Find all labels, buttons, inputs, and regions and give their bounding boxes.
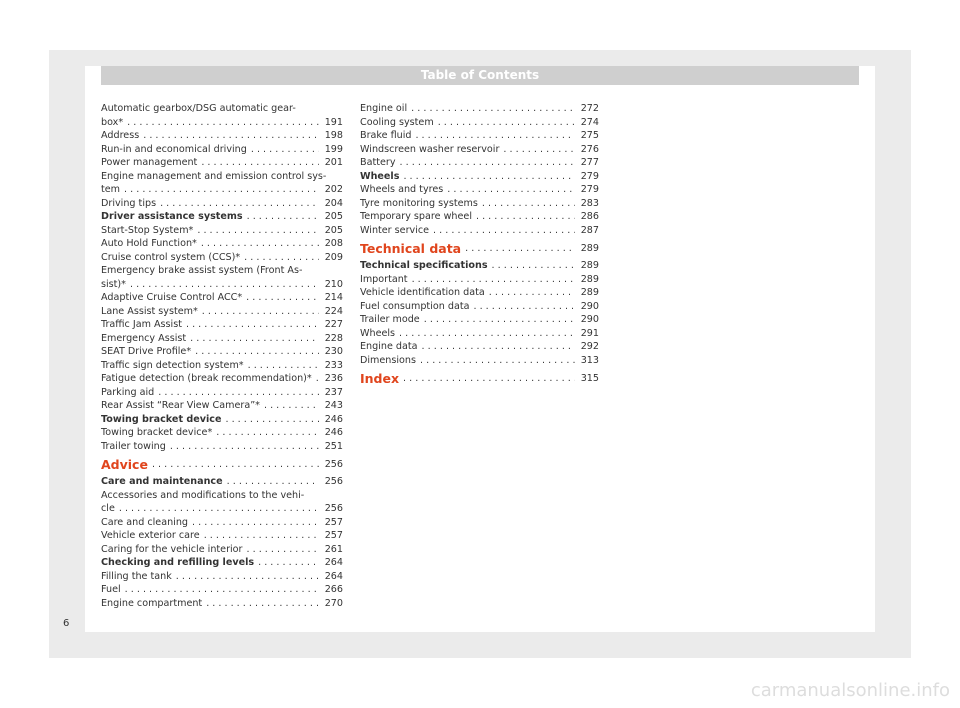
toc-entry[interactable] (360, 340, 599, 354)
toc-page-number: 289 (580, 287, 599, 298)
toc-page-number: 209 (324, 251, 343, 263)
toc-page-number: 291 (580, 327, 599, 339)
toc-entry-label: Fatigue detection (break recommendation)* (101, 373, 312, 384)
dot-leader (124, 183, 319, 197)
toc-page-number: 266 (324, 584, 343, 595)
toc-entry-label: Wheels (360, 327, 396, 339)
toc-page-number: 279 (580, 170, 599, 182)
toc-entry-label: Checking and refilling levels (101, 557, 255, 568)
dot-leader (411, 102, 575, 116)
toc-page-number: 237 (324, 386, 343, 398)
dot-leader (190, 332, 319, 346)
toc-entry[interactable] (101, 386, 343, 400)
toc-entry-label: Tyre monitoring systems (360, 197, 478, 209)
toc-entry[interactable] (360, 354, 599, 368)
dot-leader (316, 372, 319, 386)
toc-entry[interactable] (360, 102, 599, 116)
toc-entry-label: Technical specifications (360, 260, 488, 271)
dot-leader (403, 170, 575, 184)
toc-page-number: 191 (324, 116, 343, 128)
toc-column-right (360, 102, 599, 389)
toc-entry[interactable] (101, 143, 343, 157)
toc-page-number: 283 (580, 197, 599, 209)
toc-page-number: 236 (324, 373, 343, 384)
toc-page-number: 275 (580, 130, 599, 141)
toc-entry-label: Care and cleaning (101, 516, 188, 528)
toc-entry[interactable] (101, 426, 343, 440)
toc-entry-label: Start-Stop System* (101, 224, 194, 236)
toc-entry[interactable] (101, 529, 343, 543)
toc-page-number: 274 (580, 116, 599, 128)
toc-page-number: 289 (580, 273, 599, 285)
toc-page-number: 233 (324, 359, 343, 371)
toc-page-number: 201 (324, 157, 343, 168)
toc-page-number: 313 (580, 354, 599, 366)
dot-leader (433, 224, 575, 238)
dot-leader (186, 318, 319, 332)
toc-entry[interactable] (101, 264, 343, 291)
toc-page-number: 202 (324, 184, 343, 195)
toc-entry[interactable] (101, 543, 343, 557)
toc-page-number: 204 (324, 197, 343, 209)
toc-column-left (101, 102, 343, 610)
toc-entry-label: Engine compartment (101, 597, 203, 609)
toc-entry-label: Wheels and tyres (360, 184, 444, 195)
toc-entry-label: Adaptive Cruise Control ACC* (101, 292, 243, 303)
dot-leader (399, 327, 575, 341)
dot-leader (412, 273, 575, 287)
toc-entry[interactable] (101, 583, 343, 597)
toc-page-number: 315 (580, 373, 599, 384)
toc-entry-label: Important (360, 273, 408, 285)
toc-entry-label: Emergency brake assist system (Front As- (101, 265, 303, 276)
dot-leader (130, 278, 319, 292)
toc-entry[interactable] (101, 516, 343, 530)
dot-leader (422, 340, 575, 354)
toc-page-number: 230 (324, 346, 343, 357)
dot-leader (248, 359, 319, 373)
dot-leader (473, 300, 575, 314)
toc-entry[interactable] (360, 156, 599, 170)
toc-page-number: 214 (324, 292, 343, 303)
dot-leader (264, 399, 319, 413)
toc-chapter[interactable] (101, 456, 343, 473)
toc-entry[interactable] (360, 259, 599, 273)
toc-entry-label: Cooling system (360, 116, 434, 128)
dot-leader (216, 426, 319, 440)
toc-entry-label: Rear Assist “Rear View Camera”* (101, 400, 260, 411)
page-number: 6 (63, 618, 70, 629)
toc-entry-label: Traffic sign detection system* (101, 359, 244, 371)
toc-entry[interactable] (360, 143, 599, 157)
toc-entry-label: Trailer towing (101, 440, 166, 452)
toc-page-number: 276 (580, 143, 599, 155)
dot-leader (170, 440, 319, 454)
dot-leader (127, 116, 319, 130)
toc-page-number: 286 (580, 211, 599, 222)
toc-page-number: 290 (580, 300, 599, 312)
toc-entry-label: Index (360, 371, 400, 386)
toc-entry-label: Towing bracket device* (101, 427, 213, 438)
toc-page-number: 256 (324, 476, 343, 487)
dot-leader (503, 143, 575, 157)
toc-entry[interactable] (360, 224, 599, 238)
toc-entry[interactable] (101, 597, 343, 611)
toc-entry-label: Traffic Jam Assist (101, 319, 182, 330)
dot-leader (195, 345, 319, 359)
toc-entry-label: Driver assistance systems (101, 211, 243, 222)
dot-leader (225, 413, 319, 427)
toc-entry[interactable] (360, 129, 599, 143)
toc-entry[interactable] (101, 291, 343, 305)
toc-entry[interactable] (101, 440, 343, 454)
dot-leader (251, 143, 319, 157)
toc-entry[interactable] (101, 399, 343, 413)
dot-leader (206, 597, 319, 611)
dot-leader (447, 183, 575, 197)
dot-leader (201, 156, 319, 170)
toc-entry[interactable] (101, 359, 343, 373)
toc-entry-label: Cruise control system (CCS)* (101, 251, 241, 263)
dot-leader (119, 502, 319, 516)
toc-entry-label-continued: tem (101, 184, 121, 195)
toc-page-number: 243 (324, 400, 343, 411)
toc-page-number: 205 (324, 224, 343, 236)
dot-leader (247, 543, 320, 557)
toc-page-number: 208 (324, 238, 343, 249)
toc-entry[interactable] (101, 156, 343, 170)
toc-entry[interactable] (101, 570, 343, 584)
toc-page-number: 264 (324, 570, 343, 582)
toc-entry-label: Fuel consumption data (360, 300, 470, 312)
toc-page-number: 205 (324, 211, 343, 222)
toc-entry[interactable] (101, 489, 343, 516)
toc-entry-label-continued: sist)* (101, 278, 126, 290)
toc-entry-label: Driving tips (101, 197, 157, 209)
toc-page-number: 290 (580, 314, 599, 325)
toc-page-number: 256 (324, 459, 343, 470)
toc-entry-label: Trailer mode (360, 314, 420, 325)
toc-entry[interactable] (101, 372, 343, 386)
toc-entry-label: Dimensions (360, 354, 416, 366)
toc-entry-label: SEAT Drive Profile* (101, 346, 192, 357)
toc-chapter[interactable] (360, 370, 599, 387)
toc-entry-label: Automatic gearbox/DSG automatic gear- (101, 103, 296, 114)
toc-entry-label: Filling the tank (101, 570, 172, 582)
toc-entry[interactable] (360, 313, 599, 327)
toc-page-number: 287 (580, 224, 599, 236)
dot-leader (415, 129, 575, 143)
dot-leader (403, 370, 575, 387)
toc-page-number: 270 (324, 597, 343, 609)
dot-leader (258, 556, 319, 570)
toc-entry[interactable] (360, 170, 599, 184)
toc-page-number: 292 (580, 341, 599, 352)
toc-entry-label: Advice (101, 457, 148, 472)
toc-entry-label: Battery (360, 157, 396, 168)
toc-entry[interactable] (101, 170, 343, 197)
dot-leader (160, 197, 319, 211)
toc-entry-label: Winter service (360, 224, 430, 236)
dot-leader (482, 197, 575, 211)
toc-entry-label: Temporary spare wheel (360, 211, 472, 222)
toc-page-number: 277 (580, 157, 599, 168)
toc-entry-label: Accessories and modifications to the vehi- (101, 489, 305, 501)
toc-page-number: 279 (580, 184, 599, 195)
toc-entry[interactable] (101, 251, 343, 265)
toc-entry[interactable] (360, 183, 599, 197)
toc-entry-label: Fuel (101, 584, 121, 595)
toc-entry[interactable] (360, 286, 599, 300)
toc-entry[interactable] (360, 116, 599, 130)
toc-entry[interactable] (101, 318, 343, 332)
dot-leader (125, 583, 319, 597)
dot-leader (244, 251, 319, 265)
dot-leader (201, 237, 319, 251)
toc-entry[interactable] (101, 475, 343, 489)
toc-entry-label: Vehicle exterior care (101, 530, 200, 541)
toc-entry-label: Power management (101, 157, 198, 168)
toc-page-number: 264 (324, 557, 343, 568)
toc-entry[interactable] (101, 129, 343, 143)
toc-entry-label-continued: box* (101, 116, 124, 128)
dot-leader (492, 259, 575, 273)
toc-page-number: 261 (324, 543, 343, 555)
dot-leader (246, 291, 319, 305)
toc-entry[interactable] (101, 210, 343, 224)
toc-page-number: 257 (324, 530, 343, 541)
toc-page-number: 272 (580, 103, 599, 114)
toc-page-number: 289 (580, 260, 599, 271)
toc-entry-label: Address (101, 130, 140, 141)
toc-page-number: 256 (324, 503, 343, 514)
toc-page-number: 210 (324, 278, 343, 290)
dot-leader (476, 210, 575, 224)
toc-chapter[interactable] (360, 240, 599, 257)
toc-page-number: 224 (324, 305, 343, 317)
dot-leader (204, 529, 319, 543)
toc-entry-label: Wheels (360, 170, 400, 182)
toc-entry[interactable] (360, 273, 599, 287)
dot-leader (424, 313, 575, 327)
dot-leader (176, 570, 319, 584)
toc-entry[interactable] (101, 345, 343, 359)
toc-entry-label: Windscreen washer reservoir (360, 143, 500, 155)
dot-leader (438, 116, 575, 130)
toc-entry-label: Vehicle identification data (360, 287, 485, 298)
toc-entry-label: Parking aid (101, 386, 155, 398)
dot-leader (420, 354, 575, 368)
toc-entry-label: Lane Assist system* (101, 305, 198, 317)
toc-page-number: 246 (324, 413, 343, 425)
toc-entry[interactable] (360, 327, 599, 341)
toc-entry[interactable] (101, 305, 343, 319)
toc-page-number: 227 (324, 319, 343, 330)
toc-entry-label: Engine data (360, 341, 418, 352)
toc-entry-label: Engine oil (360, 103, 408, 114)
toc-page-number: 199 (324, 143, 343, 155)
toc-page-number: 198 (324, 130, 343, 141)
toc-entry[interactable] (101, 197, 343, 211)
toc-entry-label: Emergency Assist (101, 332, 187, 344)
toc-entry[interactable] (360, 210, 599, 224)
watermark: carmanualsonline.info (750, 680, 950, 701)
toc-entry-label: Brake fluid (360, 130, 412, 141)
toc-entry-label: Auto Hold Function* (101, 238, 197, 249)
toc-entry-label-continued: cle (101, 503, 115, 514)
toc-page-number: 289 (580, 243, 599, 254)
toc-page-number: 257 (324, 516, 343, 528)
toc-entry-label: Towing bracket device (101, 413, 222, 425)
toc-entry[interactable] (101, 413, 343, 427)
toc-entry[interactable] (101, 102, 343, 129)
dot-leader (247, 210, 319, 224)
toc-entry[interactable] (360, 300, 599, 314)
dot-leader (197, 224, 319, 238)
toc-entry[interactable] (101, 332, 343, 346)
dot-leader (202, 305, 319, 319)
toc-page-number: 246 (324, 427, 343, 438)
toc-entry[interactable] (101, 556, 343, 570)
toc-entry[interactable] (101, 237, 343, 251)
toc-page-number: 228 (324, 332, 343, 344)
page-header: Table of Contents (101, 66, 859, 85)
dot-leader (400, 156, 575, 170)
dot-leader (152, 456, 319, 473)
toc-entry[interactable] (360, 197, 599, 211)
toc-entry-label: Caring for the vehicle interior (101, 543, 243, 555)
toc-entry-label: Engine management and emission control sys- (101, 170, 327, 182)
toc-entry-label: Run-in and economical driving (101, 143, 247, 155)
toc-entry-label: Technical data (360, 241, 462, 256)
toc-entry-label: Care and maintenance (101, 476, 223, 487)
dot-leader (227, 475, 319, 489)
dot-leader (192, 516, 319, 530)
dot-leader (158, 386, 319, 400)
toc-entry[interactable] (101, 224, 343, 238)
dot-leader (143, 129, 319, 143)
toc-page-number: 251 (324, 440, 343, 452)
dot-leader (465, 240, 575, 257)
dot-leader (489, 286, 575, 300)
